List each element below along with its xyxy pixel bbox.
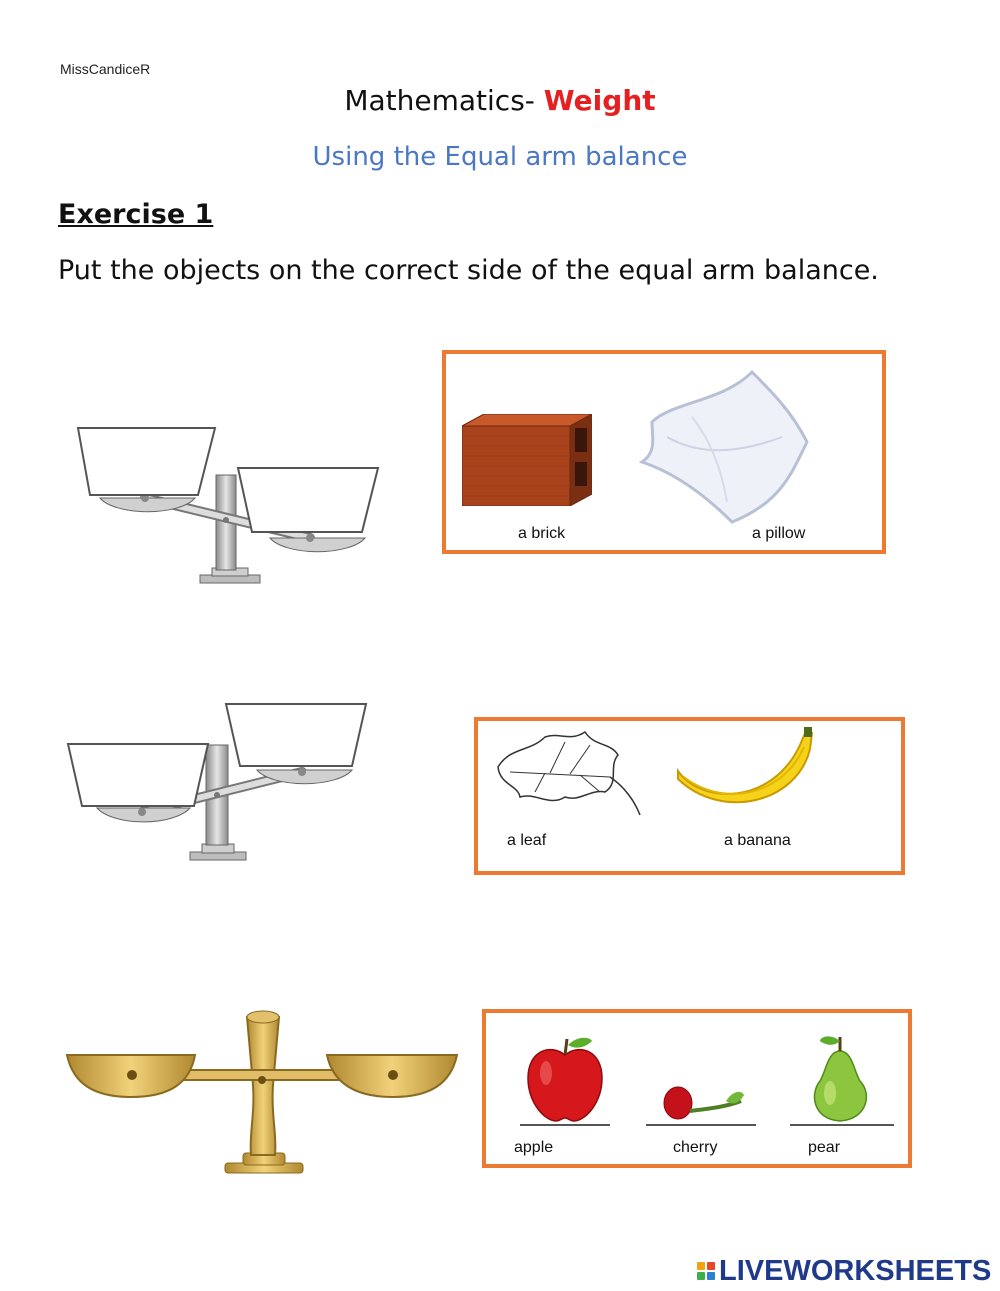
balance-scale-1 [60, 420, 390, 595]
author-name: MissCandiceR [60, 61, 151, 77]
brick-image[interactable] [462, 414, 592, 506]
item-label: a brick [518, 525, 566, 542]
pillow-image[interactable] [632, 362, 832, 524]
page-subtitle: Using the Equal arm balance [312, 142, 688, 172]
item-label: a leaf [507, 832, 547, 849]
balance-scale-3 [65, 1005, 460, 1175]
logo-text: LIVEWORKSHEETS [719, 1254, 992, 1287]
item-label: cherry [673, 1139, 718, 1156]
item-label: a pillow [752, 525, 806, 542]
liveworksheets-logo [697, 1256, 991, 1286]
title-prefix: Mathematics- [344, 84, 544, 117]
logo-mark-icon [697, 1262, 715, 1280]
pear-image[interactable] [790, 1031, 894, 1128]
cherry-image[interactable] [646, 1073, 756, 1128]
page-title [0, 84, 1000, 117]
objects-box-3 [482, 1009, 912, 1168]
apple-image[interactable] [520, 1033, 610, 1128]
exercise-heading: Exercise 1 [58, 199, 214, 230]
objects-box-1 [442, 350, 886, 554]
instruction-text: Put the objects on the correct side of the equal arm balance. [58, 255, 879, 286]
objects-box-2 [474, 717, 905, 875]
leaf-image[interactable] [490, 727, 650, 819]
item-label: pear [808, 1139, 841, 1156]
banana-image[interactable] [672, 725, 822, 817]
balance-scale-2 [62, 700, 372, 870]
title-highlight: Weight [543, 84, 656, 117]
item-label: apple [514, 1139, 554, 1156]
item-label: a banana [724, 832, 791, 849]
